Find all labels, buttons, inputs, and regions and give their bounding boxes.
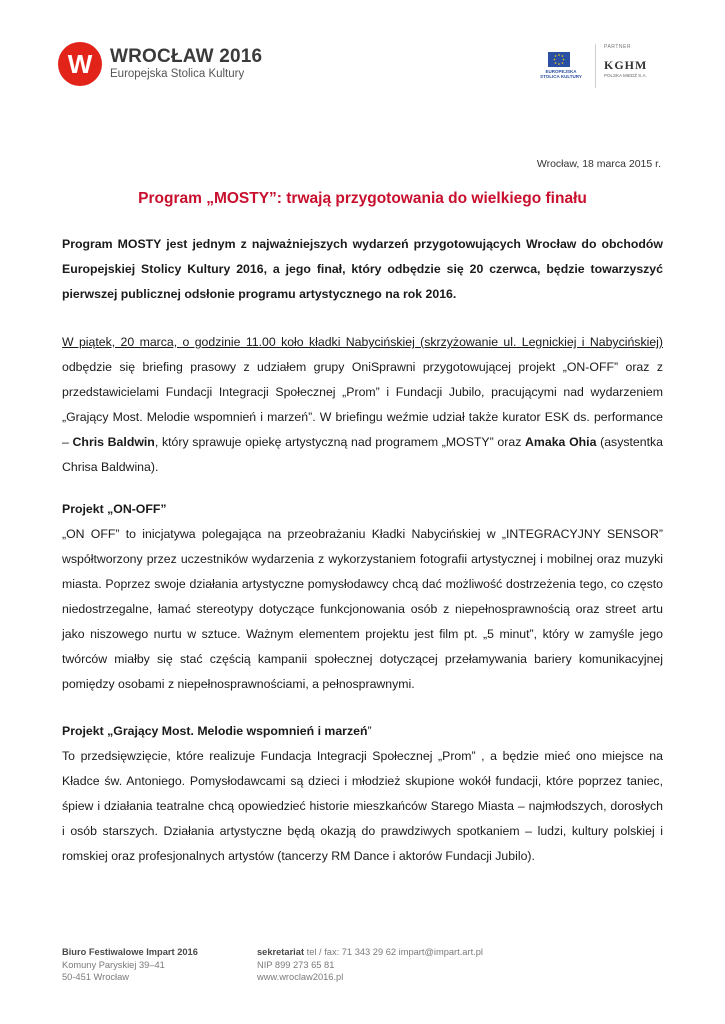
footer-address-2: 50-451 Wrocław bbox=[62, 972, 130, 982]
footer-org-name bbox=[62, 946, 198, 959]
logo-subtitle: Europejska Stolica Kultury bbox=[110, 68, 245, 80]
curator-name: Chris Baldwin bbox=[72, 435, 155, 449]
briefing-location: W piątek, 20 marca, o godzinie 11.00 koło kładki Nabycińskiej (skrzyżowanie ul. Legnickiej i Nabycińskiej) bbox=[62, 335, 663, 349]
section-heading-grajacy-most bbox=[62, 724, 372, 738]
section-heading-text: Projekt „Grający Most. Melodie wspomnień i marzeń bbox=[62, 724, 368, 738]
section-body-on-off: „ON OFF” to inicjatywa polegająca na przeobrażaniu Kładki Nabycińskiej w „INTEGRACYJNY SENSOR” współtworzony przez uczestników wydarzenia z wykorzystaniem fotografii artystycznej i mobilnej oraz muzyki miasta. Poprzez swoje działania artystyczne pomysłodawcy chcą dać możliwość dostrzeżenia tego, co często niedostrzegalne, łamać stereotypy dotyczące funkcjonowania osób z niepełnosprawnością oraz street artu jako niszowego nurtu w sztuce. Ważnym elementem projektu jest film pt. „5 minut”, który w zamyśle jego twórców miałby się stać częścią kampanii społecznej dotyczącej przełamywania bariery komunikacyjnej pomiędzy osobami z niepełnosprawnościami, a pełnosprawnymi. bbox=[62, 527, 663, 691]
briefing-text-2: , który sprawuje opiekę artystyczną nad programem „MOSTY” oraz bbox=[154, 435, 526, 449]
wroclaw-logo-icon bbox=[58, 42, 102, 86]
document-title: Program „MOSTY”: trwają przygotowania do wielkiego finału bbox=[138, 190, 587, 207]
footer-contact bbox=[257, 946, 483, 984]
section-heading-quote: ” bbox=[367, 724, 372, 738]
secretariat-info: tel / fax: 71 343 29 62 impart@impart.art.pl bbox=[304, 947, 483, 957]
secretariat-label: sekretariat bbox=[257, 947, 305, 957]
footer-secretariat bbox=[257, 946, 483, 959]
footer-website[interactable]: www.wroclaw2016.pl bbox=[257, 972, 344, 982]
footer-address-1: Komuny Paryskiej 39–41 bbox=[62, 959, 165, 970]
header-divider bbox=[595, 44, 596, 88]
briefing-text-3: (asystentka Chrisa Baldwina). bbox=[62, 435, 663, 474]
briefing-paragraph bbox=[62, 330, 663, 480]
lead-paragraph: Program MOSTY jest jednym z najważniejszych wydarzeń przygotowujących Wrocław do obchodów Europejskiej Stolicy Kultury 2016, a jego finał, który odbędzie się 20 czerwca, będzie towarzyszyć pierwszej publicznej odsłonie programu artystycznego na rok 2016. bbox=[62, 237, 663, 301]
briefing-text-1: odbędzie się briefing prasowy z udziałem grupy OniSprawni przygotowującej projekt „ON-OFF” oraz z przedstawicielami Fundacji Integracji Społecznej „Prom” i Fundacji Jubilo, pracującymi nad wydarzeniem „Grający Most. Melodie wspomnień i marzeń”. W briefingu weźmie udział także kurator ESK ds. performance – bbox=[62, 360, 663, 449]
footer-nip: NIP 899 273 65 81 bbox=[257, 959, 335, 970]
eu-caption: EUROPEJSKA STOLICA KULTURY bbox=[540, 69, 582, 79]
assistant-name: Amaka Ohia bbox=[525, 435, 597, 449]
logo-title: WROCŁAW 2016 bbox=[110, 46, 263, 67]
logo-letter: W bbox=[67, 49, 93, 79]
org-name: Biuro Festiwalowe Impart 2016 bbox=[62, 947, 198, 957]
section-heading-on-off: Projekt „ON-OFF” bbox=[62, 502, 167, 516]
document-date: Wrocław, 18 marca 2015 r. bbox=[536, 158, 661, 170]
footer-organization bbox=[62, 946, 198, 984]
partner-logo: KGHM bbox=[604, 58, 648, 72]
partner-label: PARTNER bbox=[604, 44, 631, 50]
eu-stars-icon bbox=[548, 52, 570, 67]
section-body-grajacy-most: To przedsięwzięcie, które realizuje Fundacja Integracji Społecznej „Prom” , a będzie mieć ono miejsce na Kładce św. Antoniego. Pomysłodawcami są dzieci i młodzież skupione wokół fundacji, które poprzez taniec, śpiew i działania teatralne chcą opowiedzieć historie mieszkańców Starego Miasta – najmłodszych, dorosłych i osób starszych. Działania artystyczne będą okazją do prawdziwych spotkaniem – ludzi, kultury polskiej i romskiej oraz profesjonalnych artystów (tancerzy RM Dance i aktorów Fundacji Jubilo). bbox=[62, 749, 663, 863]
eu-flag-icon bbox=[548, 52, 570, 67]
partner-subtitle: POLSKA MIEDŹ S.A. bbox=[604, 73, 647, 78]
